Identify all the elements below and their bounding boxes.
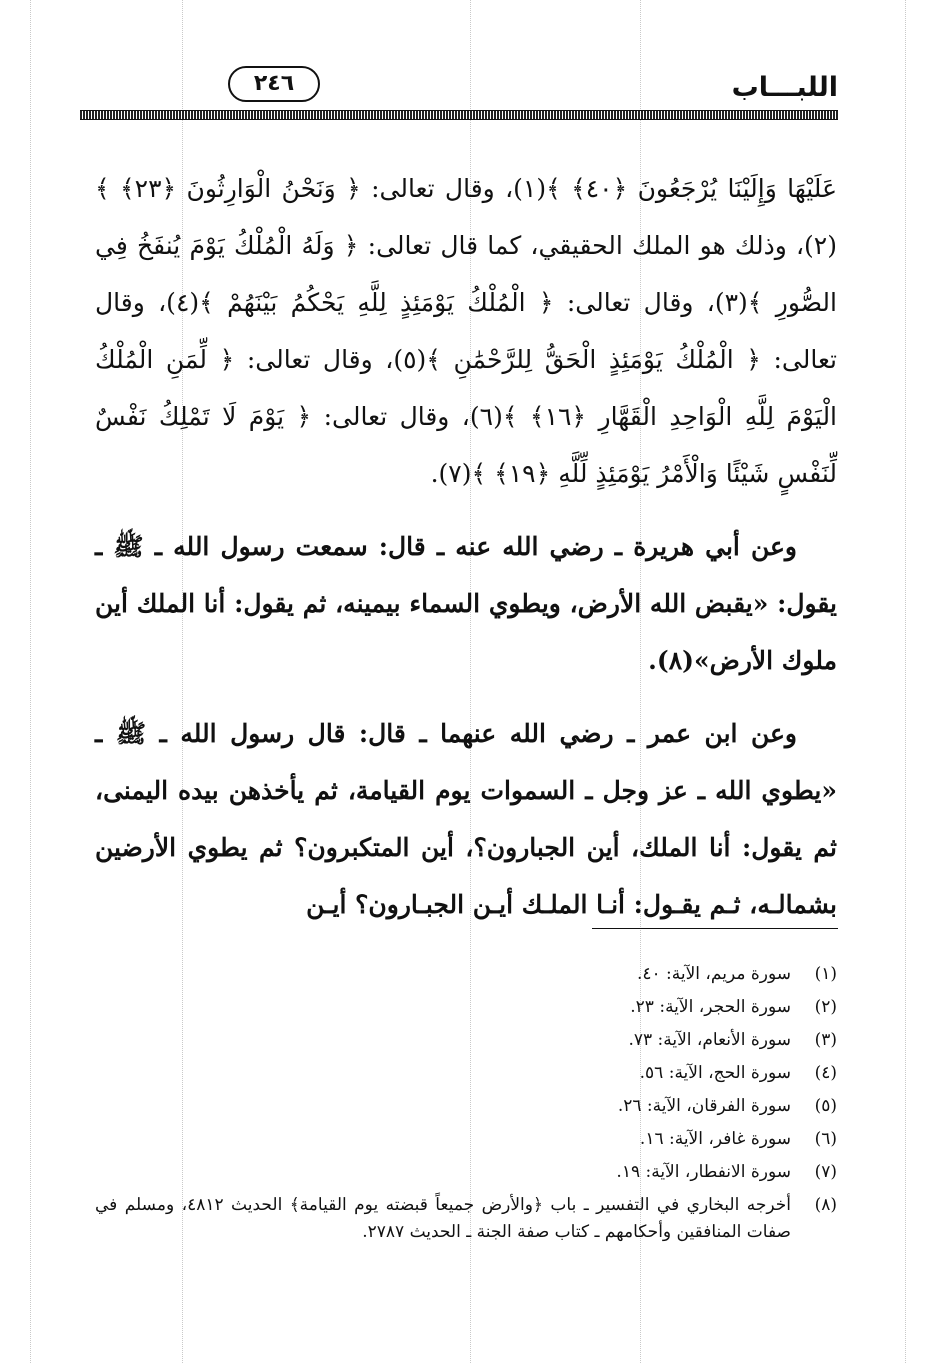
page-number: ٢٤٦	[228, 66, 320, 102]
footnote-number: (٢)	[814, 997, 837, 1017]
footnote	[95, 1189, 837, 1246]
footnote-number: (٨)	[814, 1195, 837, 1215]
footnote-text: أخرجه البخاري في التفسير ـ باب ﴿والأرض جميعاً قبضته يوم القيامة﴾ الحديث ٤٨١٢، ومسلم في صفات المنافقين وأحكامهم ـ كتاب صفة الجنة ـ الحديث ٢٧٨٧.	[95, 1195, 792, 1242]
footnote-number: (٣)	[814, 1030, 837, 1050]
footnote-text: سورة الحج، الآية: ٥٦.	[639, 1063, 791, 1083]
paragraph-quran-verses: عَلَيْهَا وَإِلَيْنَا يُرْجَعُونَ ﴿٤٠﴾ ﴾(١)، وقال تعالى: ﴿ وَنَحْنُ الْوَارِثُونَ ﴿٢٣﴾ ﴾(٢)، وذلك هو الملك الحقيقي، كما قال تعالى: ﴿ وَلَهُ الْمُلْكُ يَوْمَ يُنفَخُ فِي الصُّورِ ﴾(٣)، وقال تعالى: ﴿ الْمُلْكُ يَوْمَئِذٍ لِلَّهِ يَحْكُمُ بَيْنَهُمْ ﴾(٤)، وقال تعالى: ﴿ الْمُلْكُ يَوْمَئِذٍ الْحَقُّ لِلرَّحْمَٰنِ ﴾(٥)، وقال تعالى: ﴿ لِّمَنِ الْمُلْكُ الْيَوْمَ لِلَّهِ الْوَاحِدِ الْقَهَّارِ ﴿١٦﴾ ﴾(٦)، وقال تعالى: ﴿ يَوْمَ لَا تَمْلِكُ نَفْسٌ لِّنَفْسٍ شَيْئًا وَالْأَمْرُ يَوْمَئِذٍ لِّلَّهِ ﴿١٩﴾ ﴾(٧).	[95, 174, 838, 488]
footnote-number: (٦)	[814, 1129, 837, 1149]
footnotes	[95, 958, 837, 1246]
footnote-number: (١)	[814, 964, 837, 984]
footnote-text: سورة الحجر، الآية: ٢٣.	[630, 997, 791, 1017]
footnote	[95, 991, 837, 1024]
running-title: اللبـــاب	[731, 72, 838, 103]
footnote-text: سورة الفرقان، الآية: ٢٦.	[617, 1096, 791, 1116]
footnote-text: سورة مريم، الآية: ٤٠.	[636, 964, 791, 984]
header-rule	[80, 110, 838, 120]
footnote	[95, 1057, 837, 1090]
footnote-number: (٤)	[814, 1063, 837, 1083]
footnote-text: سورة الانفطار، الآية: ١٩.	[616, 1162, 791, 1182]
footnote	[95, 958, 837, 991]
footnote-text: سورة غافر، الآية: ١٦.	[639, 1129, 791, 1149]
page-header	[80, 62, 838, 122]
footnote	[95, 1156, 837, 1189]
footnote-text: سورة الأنعام، الآية: ٧٣.	[628, 1030, 791, 1050]
footnote	[95, 1123, 837, 1156]
footnote-separator	[592, 928, 838, 929]
footnote	[95, 1024, 837, 1057]
paragraph-hadith-abu-hurayra: وعن أبي هريرة ـ رضي الله عنه ـ قال: سمعت رسول الله ـ ﷺ ـ يقول: «يقبض الله الأرض، ويطوي السماء بيمينه، ثم يقول: أنا الملك أين ملوك الأرض»(٨).	[95, 532, 837, 675]
paragraph-hadith-ibn-umar: وعن ابن عمر ـ رضي الله عنهما ـ قال: قال رسول الله ـ ﷺ ـ «يطوي الله ـ عز وجل ـ السموات يوم القيامة، ثم يأخذهن بيده اليمنى، ثم يقول: أنا الملك، أين الجبارون؟، أين المتكبرون؟ ثم يطوي الأرضين بشمالـه، ثـم يقـول: أنـا الملـك أيـن الجبـارون؟ أيـن	[95, 719, 837, 919]
footnote-number: (٧)	[814, 1162, 837, 1182]
scan-line	[905, 0, 906, 1363]
footnote-number: (٥)	[814, 1096, 837, 1116]
main-text	[95, 160, 837, 933]
scan-line	[30, 0, 31, 1363]
footnote	[95, 1090, 837, 1123]
